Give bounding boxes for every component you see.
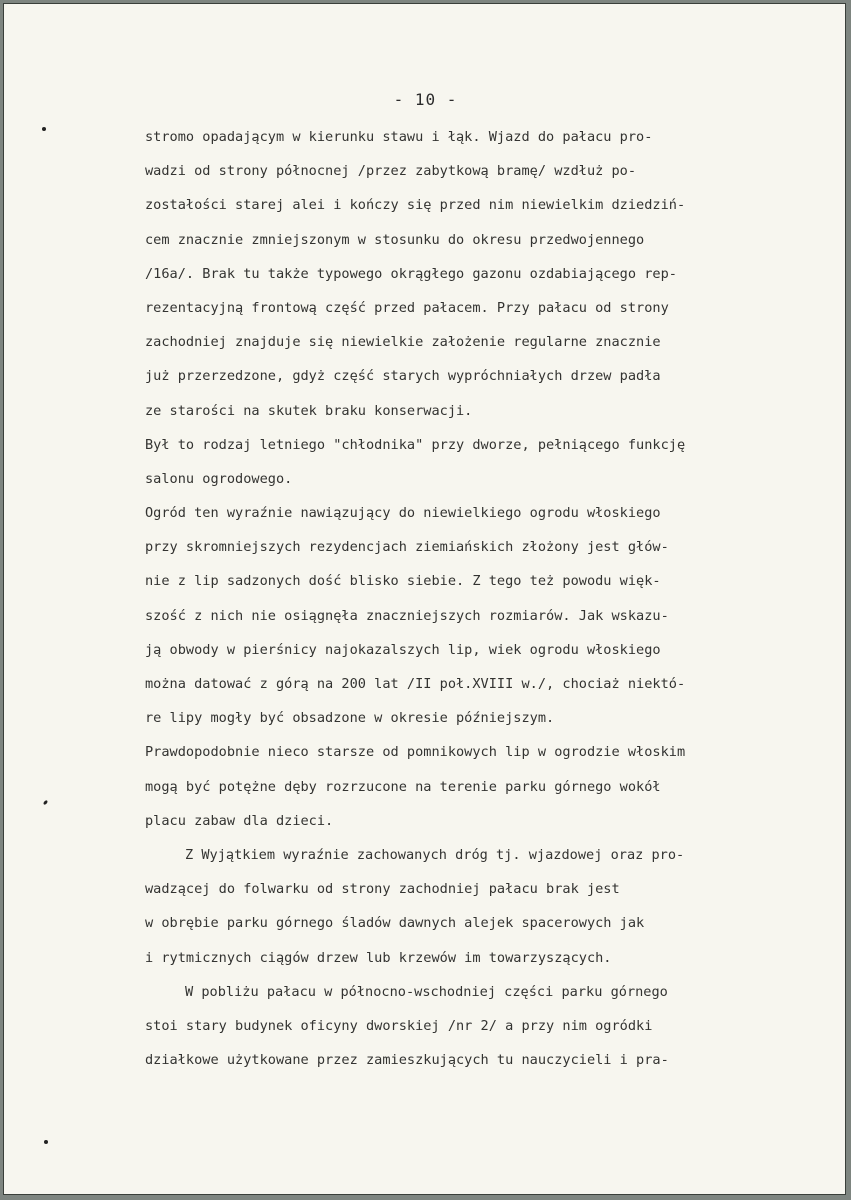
text-line: ją obwody w pierśnicy najokazalszych lip, wiek ogrodu włoskiego xyxy=(145,641,661,658)
text-line: i rytmicznych ciągów drzew lub krzewów im towarzyszących. xyxy=(145,949,612,966)
text-line: wadzącej do folwarku od strony zachodniej pałacu brak jest xyxy=(145,881,620,898)
text-line: w obrębie parku górnego śladów dawnych alejek spacerowych jak xyxy=(145,915,645,932)
text-line: mogą być potężne dęby rozrzucone na terenie parku górnego wokół xyxy=(145,778,661,795)
text-line: można datować z górą na 200 lat /II poł.XVIII w./, chociaż niektó- xyxy=(145,676,686,692)
text-line: cem znacznie zmniejszonym w stosunku do okresu przedwojennego xyxy=(145,231,645,248)
text-line: działkowe użytkowane przez zamieszkujących tu nauczycieli i pra- xyxy=(145,1052,669,1069)
text-line: Z Wyjątkiem wyraźnie zachowanych dróg tj. wjazdowej oraz pro- xyxy=(185,846,685,863)
text-line: re lipy mogły być obsadzone w okresie późniejszym. xyxy=(145,710,555,727)
text-line: /16a/. Brak tu także typowego okrągłego gazonu ozdabiającego rep- xyxy=(145,265,677,282)
page-number: - 10 - xyxy=(393,90,458,109)
body-text xyxy=(145,120,830,1077)
text-line: ze starości na skutek braku konserwacji. xyxy=(145,402,473,419)
text-line: Ogród ten wyraźnie nawiązujący do niewielkiego ogrodu włoskiego xyxy=(145,505,661,522)
text-line: W pobliżu pałacu w północno-wschodniej części parku górnego xyxy=(185,983,668,1000)
text-line: salonu ogrodowego. xyxy=(145,470,293,487)
text-line: placu zabaw dla dzieci. xyxy=(145,812,334,829)
text-line: przy skromniejszych rezydencjach ziemiańskich złożony jest głów- xyxy=(145,539,669,556)
text-line: szość z nich nie osiągnęła znaczniejszych rozmiarów. Jak wskazu- xyxy=(145,607,669,624)
text-line: wadzi od strony północnej /przez zabytkową bramę/ wzdłuż po- xyxy=(145,163,637,180)
text-line: już przerzedzone, gdyż część starych wypróchniałych drzew padła xyxy=(145,368,661,385)
text-line: Prawdopodobnie nieco starsze od pomnikowych lip w ogrodzie włoskim xyxy=(145,744,686,761)
text-line: nie z lip sadzonych dość blisko siebie. Z tego też powodu więk- xyxy=(145,573,661,590)
text-line: rezentacyjną frontową część przed pałacem. Przy pałacu od strony xyxy=(145,299,669,316)
text-line: stromo opadającym w kierunku stawu i łąk. Wjazd do pałacu pro- xyxy=(145,129,653,145)
margin-mark xyxy=(43,800,49,806)
text-line: zachodniej znajduje się niewielkie założenie regularne znacznie xyxy=(145,334,661,351)
text-line: stoi stary budynek oficyny dworskiej /nr 2/ a przy nim ogródki xyxy=(145,1017,653,1034)
text-line: zostałości starej alei i kończy się przed nim niewielkim dziedziń- xyxy=(145,197,686,214)
margin-mark xyxy=(42,127,46,131)
margin-mark xyxy=(44,1140,48,1144)
text-line: Był to rodzaj letniego "chłodnika" przy dworze, pełniącego funkcję xyxy=(145,436,686,453)
